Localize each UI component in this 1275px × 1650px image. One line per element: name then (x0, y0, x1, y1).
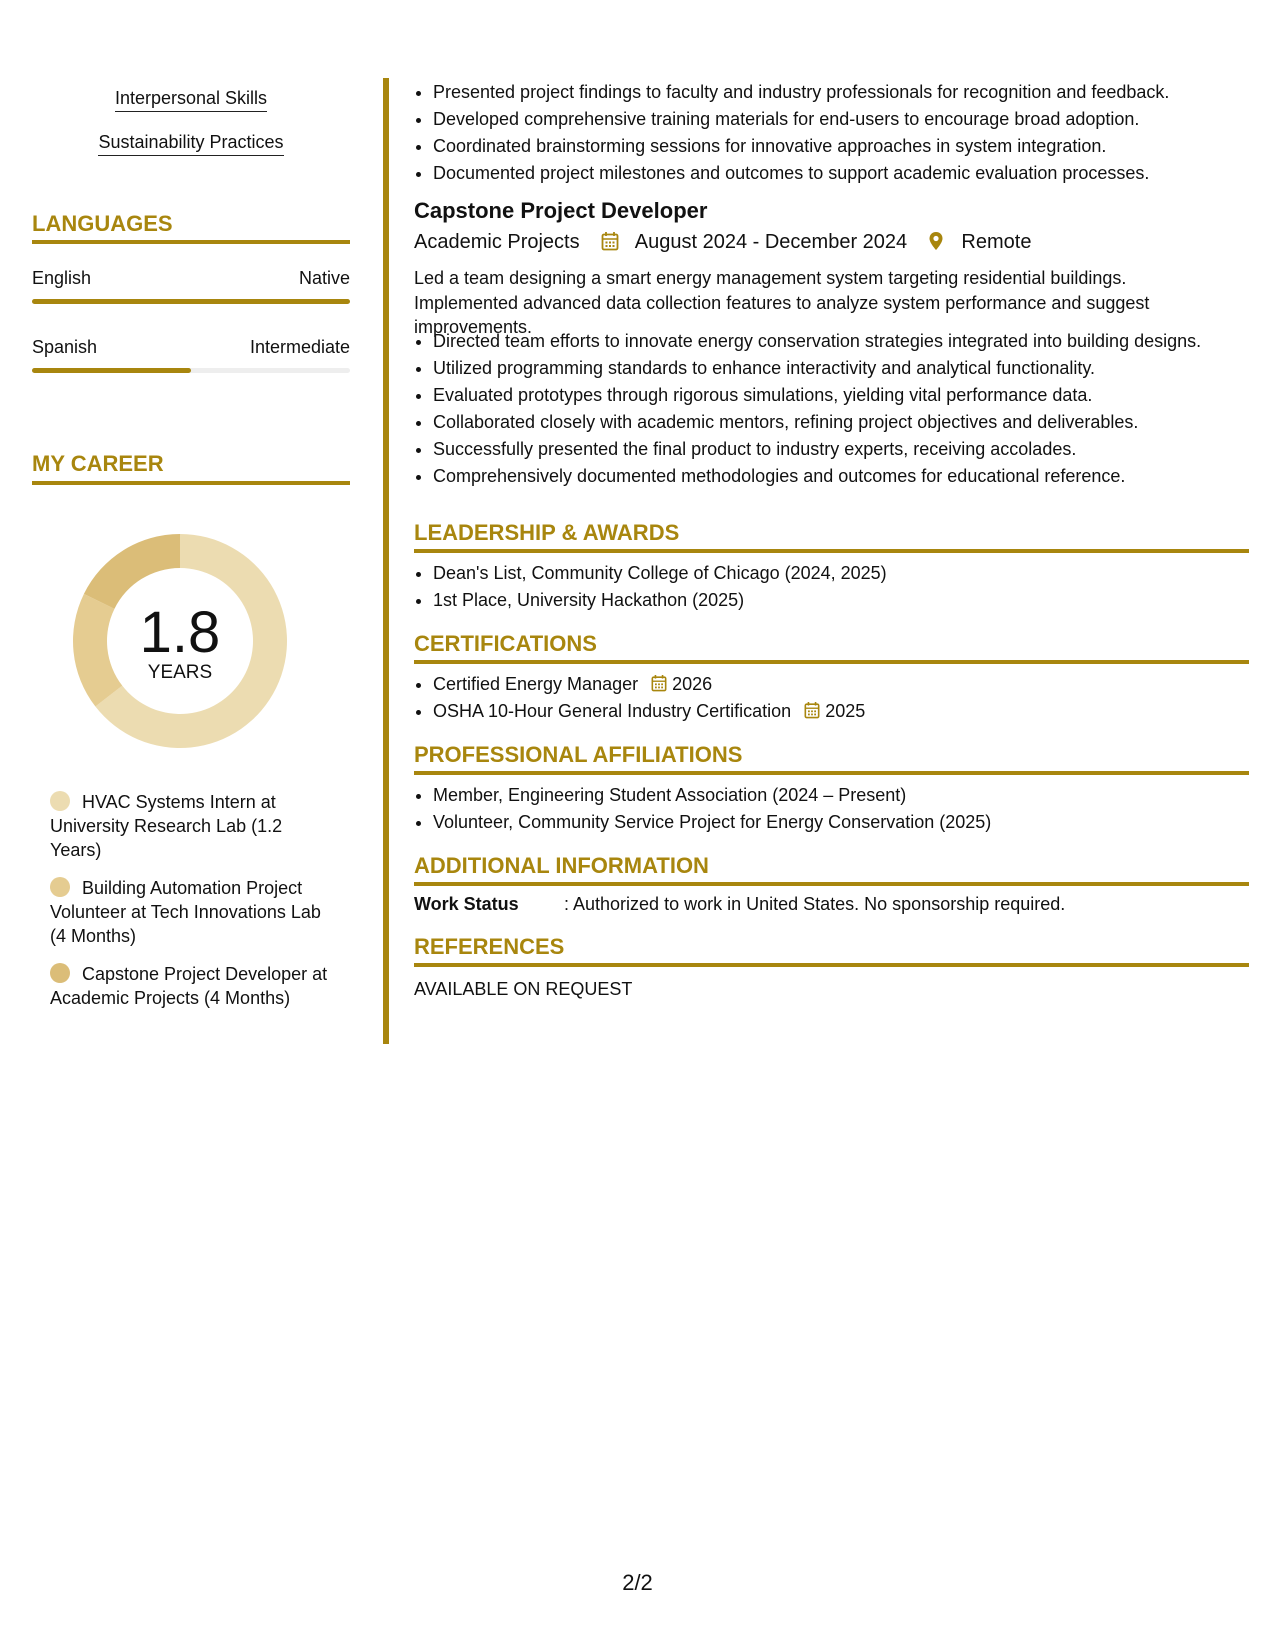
language-level: Intermediate (249, 337, 350, 357)
legend-dot (50, 791, 70, 811)
skill-label: Sustainability Practices (98, 132, 283, 156)
legend-dot (50, 963, 70, 983)
leadership-title: LEADERSHIP & AWARDS (414, 520, 680, 545)
certification-name: OSHA 10-Hour General Industry Certification (433, 701, 792, 721)
list-item: • Developed comprehensive training materials for end-users to encourage broad adoption. (433, 106, 1268, 133)
list-item: • Evaluated prototypes through rigorous simulations, yielding vital performance data. (433, 382, 1268, 409)
certifications-title: CERTIFICATIONS (414, 631, 597, 656)
list-item: • Presented project findings to faculty and industry professionals for recognition and feedback. (433, 79, 1268, 106)
job-title: Capstone Project Developer (414, 198, 708, 223)
certification-year: 2025 (825, 701, 866, 721)
references-title: REFERENCES (414, 934, 565, 959)
list-item: • Collaborated closely with academic mentors, refining project objectives and deliverables. (433, 409, 1268, 436)
languages-rule (32, 240, 350, 244)
page-number: 2/2 (622, 1570, 653, 1595)
job-bullets (414, 328, 1268, 490)
references-text: AVAILABLE ON REQUEST (414, 979, 633, 999)
list-item: • Comprehensively documented methodologies and outcomes for educational reference. (433, 463, 1268, 490)
legend-label: Capstone Project Developer at Academic Projects (4 Months) (50, 964, 328, 1008)
career-legend-item (50, 962, 330, 1010)
language-name: Spanish (32, 337, 98, 357)
certifications-list (414, 671, 1268, 725)
calendar-icon (651, 674, 667, 692)
language-bar-fill (32, 299, 350, 304)
career-rule (32, 481, 350, 485)
column-divider (383, 78, 389, 1044)
additional-title: ADDITIONAL INFORMATION (414, 853, 709, 878)
career-total-unit: YEARS (147, 662, 213, 683)
skill-item (32, 132, 350, 153)
career-legend-item (50, 790, 330, 862)
list-item: • Dean's List, Community College of Chicago (2024, 2025) (433, 560, 1268, 587)
list-item: • Directed team efforts to innovate energy conservation strategies integrated into building designs. (433, 328, 1268, 355)
language-name: English (32, 268, 92, 288)
job-company: Academic Projects (414, 231, 580, 253)
work-status-label: Work Status (414, 894, 519, 914)
list-item: • Coordinated brainstorming sessions for innovative approaches in system integration. (433, 133, 1268, 160)
legend-dot (50, 877, 70, 897)
job-dates: August 2024 - December 2024 (634, 231, 908, 253)
calendar-icon (804, 701, 820, 719)
certification-name: Certified Energy Manager (433, 674, 639, 694)
skill-item (32, 88, 350, 109)
affiliations-rule (414, 771, 1249, 775)
list-item: • 1st Place, University Hackathon (2025) (433, 587, 1268, 614)
job-location: Remote (961, 231, 1032, 253)
legend-label: Building Automation Project Volunteer at Tech Innovations Lab (4 Months) (50, 878, 321, 946)
language-row (32, 268, 350, 289)
certifications-rule (414, 660, 1249, 664)
skill-label: Interpersonal Skills (115, 88, 267, 112)
references-rule (414, 963, 1249, 967)
affiliations-list (414, 782, 1268, 836)
language-bar (32, 368, 350, 373)
work-status-row (414, 894, 1065, 915)
career-legend-item (50, 876, 330, 948)
career-title: MY CAREER (32, 451, 164, 476)
list-item: • Member, Engineering Student Association (2024 – Present) (433, 782, 1268, 809)
calendar-icon (601, 231, 619, 251)
language-row (32, 337, 350, 358)
donut-slice-2 (84, 534, 180, 609)
language-bar-fill (32, 368, 191, 373)
list-item (433, 671, 1268, 698)
leadership-rule (414, 549, 1249, 553)
list-item: • Successfully presented the final product to industry experts, receiving accolades. (433, 436, 1268, 463)
work-status-value: : Authorized to work in United States. No sponsorship required. (564, 894, 1066, 914)
job-meta (414, 231, 1031, 254)
list-item (433, 698, 1268, 725)
list-item: • Volunteer, Community Service Project for Energy Conservation (2025) (433, 809, 1268, 836)
previous-job-bullets (414, 79, 1268, 187)
certification-year: 2026 (672, 674, 713, 694)
languages-title: LANGUAGES (32, 211, 173, 236)
list-item: • Documented project milestones and outcomes to support academic evaluation processes. (433, 160, 1268, 187)
job-summary: Led a team designing a smart energy management system targeting residential buildings. Implemented advanced data collection features to analyze system performance and suggest improvements. (414, 268, 1150, 337)
language-bar (32, 299, 350, 304)
career-total-value: 1.8 (139, 600, 221, 665)
list-item: • Utilized programming standards to enhance interactivity and analytical functionality. (433, 355, 1268, 382)
map-pin-icon (928, 231, 944, 251)
leadership-list (414, 560, 1268, 614)
legend-label: HVAC Systems Intern at University Research Lab (1.2 Years) (50, 792, 283, 860)
affiliations-title: PROFESSIONAL AFFILIATIONS (414, 742, 743, 767)
additional-rule (414, 882, 1249, 886)
language-level: Native (298, 268, 350, 288)
